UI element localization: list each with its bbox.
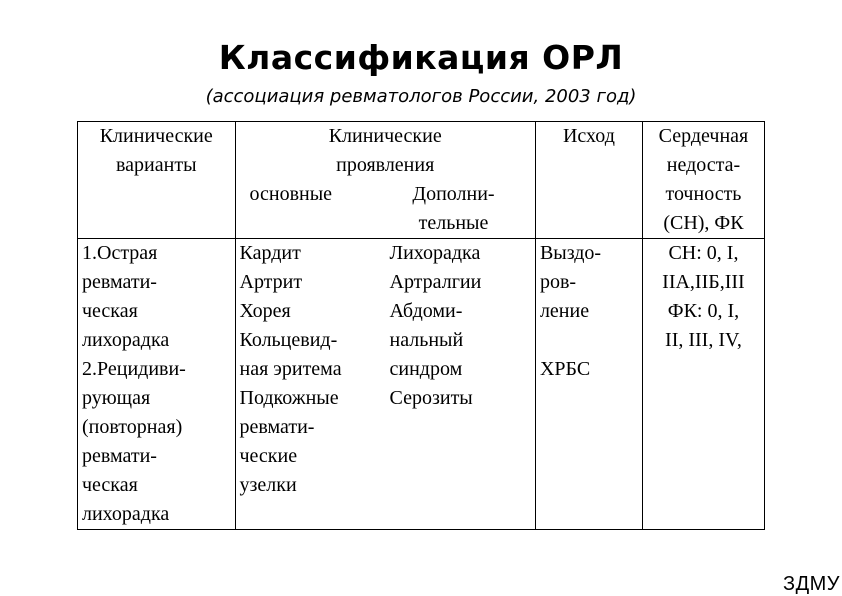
- outcome-chrbs: ХРБС: [539, 358, 591, 380]
- classification-table: [77, 121, 765, 530]
- list-main: Кардит Артрит Хорея Кольцевид- ная эритема Подкожные ревмати- ческие узелки: [239, 242, 342, 496]
- body-row: [78, 239, 765, 530]
- header-main: основные: [249, 183, 333, 205]
- header-variants: Клинические варианты: [78, 122, 236, 239]
- header-row: [78, 122, 765, 239]
- header-heart-failure: Сердечная недоста- точность (СН), ФК: [642, 122, 764, 239]
- page-subtitle: (ассоциация ревматологов России, 2003 год): [205, 86, 637, 107]
- header-additional: Дополни- тельные: [412, 183, 495, 234]
- list-additional: Лихорадка Артралгии Абдоми- нальный синдром Серозиты: [389, 242, 482, 409]
- page-title: Классификация ОРЛ: [218, 38, 624, 77]
- cell-outcome: Выздо- ров- ление ХРБС: [535, 239, 642, 530]
- header-manifestations: Клинические проявления основные Дополни- тельные: [235, 122, 535, 239]
- cell-variants: 1.Острая ревмати- ческая лихорадка 2.Рецидиви- рующая (повторная) ревмати- ческая лихорадка: [78, 239, 236, 530]
- footer-label: ЗДМУ: [783, 573, 840, 595]
- cell-heart-failure: СН: 0, I, IIА,IIБ,III ФК: 0, I, II, III, IV,: [642, 239, 764, 530]
- cell-manifestations: [235, 239, 535, 530]
- header-outcome: Исход: [535, 122, 642, 239]
